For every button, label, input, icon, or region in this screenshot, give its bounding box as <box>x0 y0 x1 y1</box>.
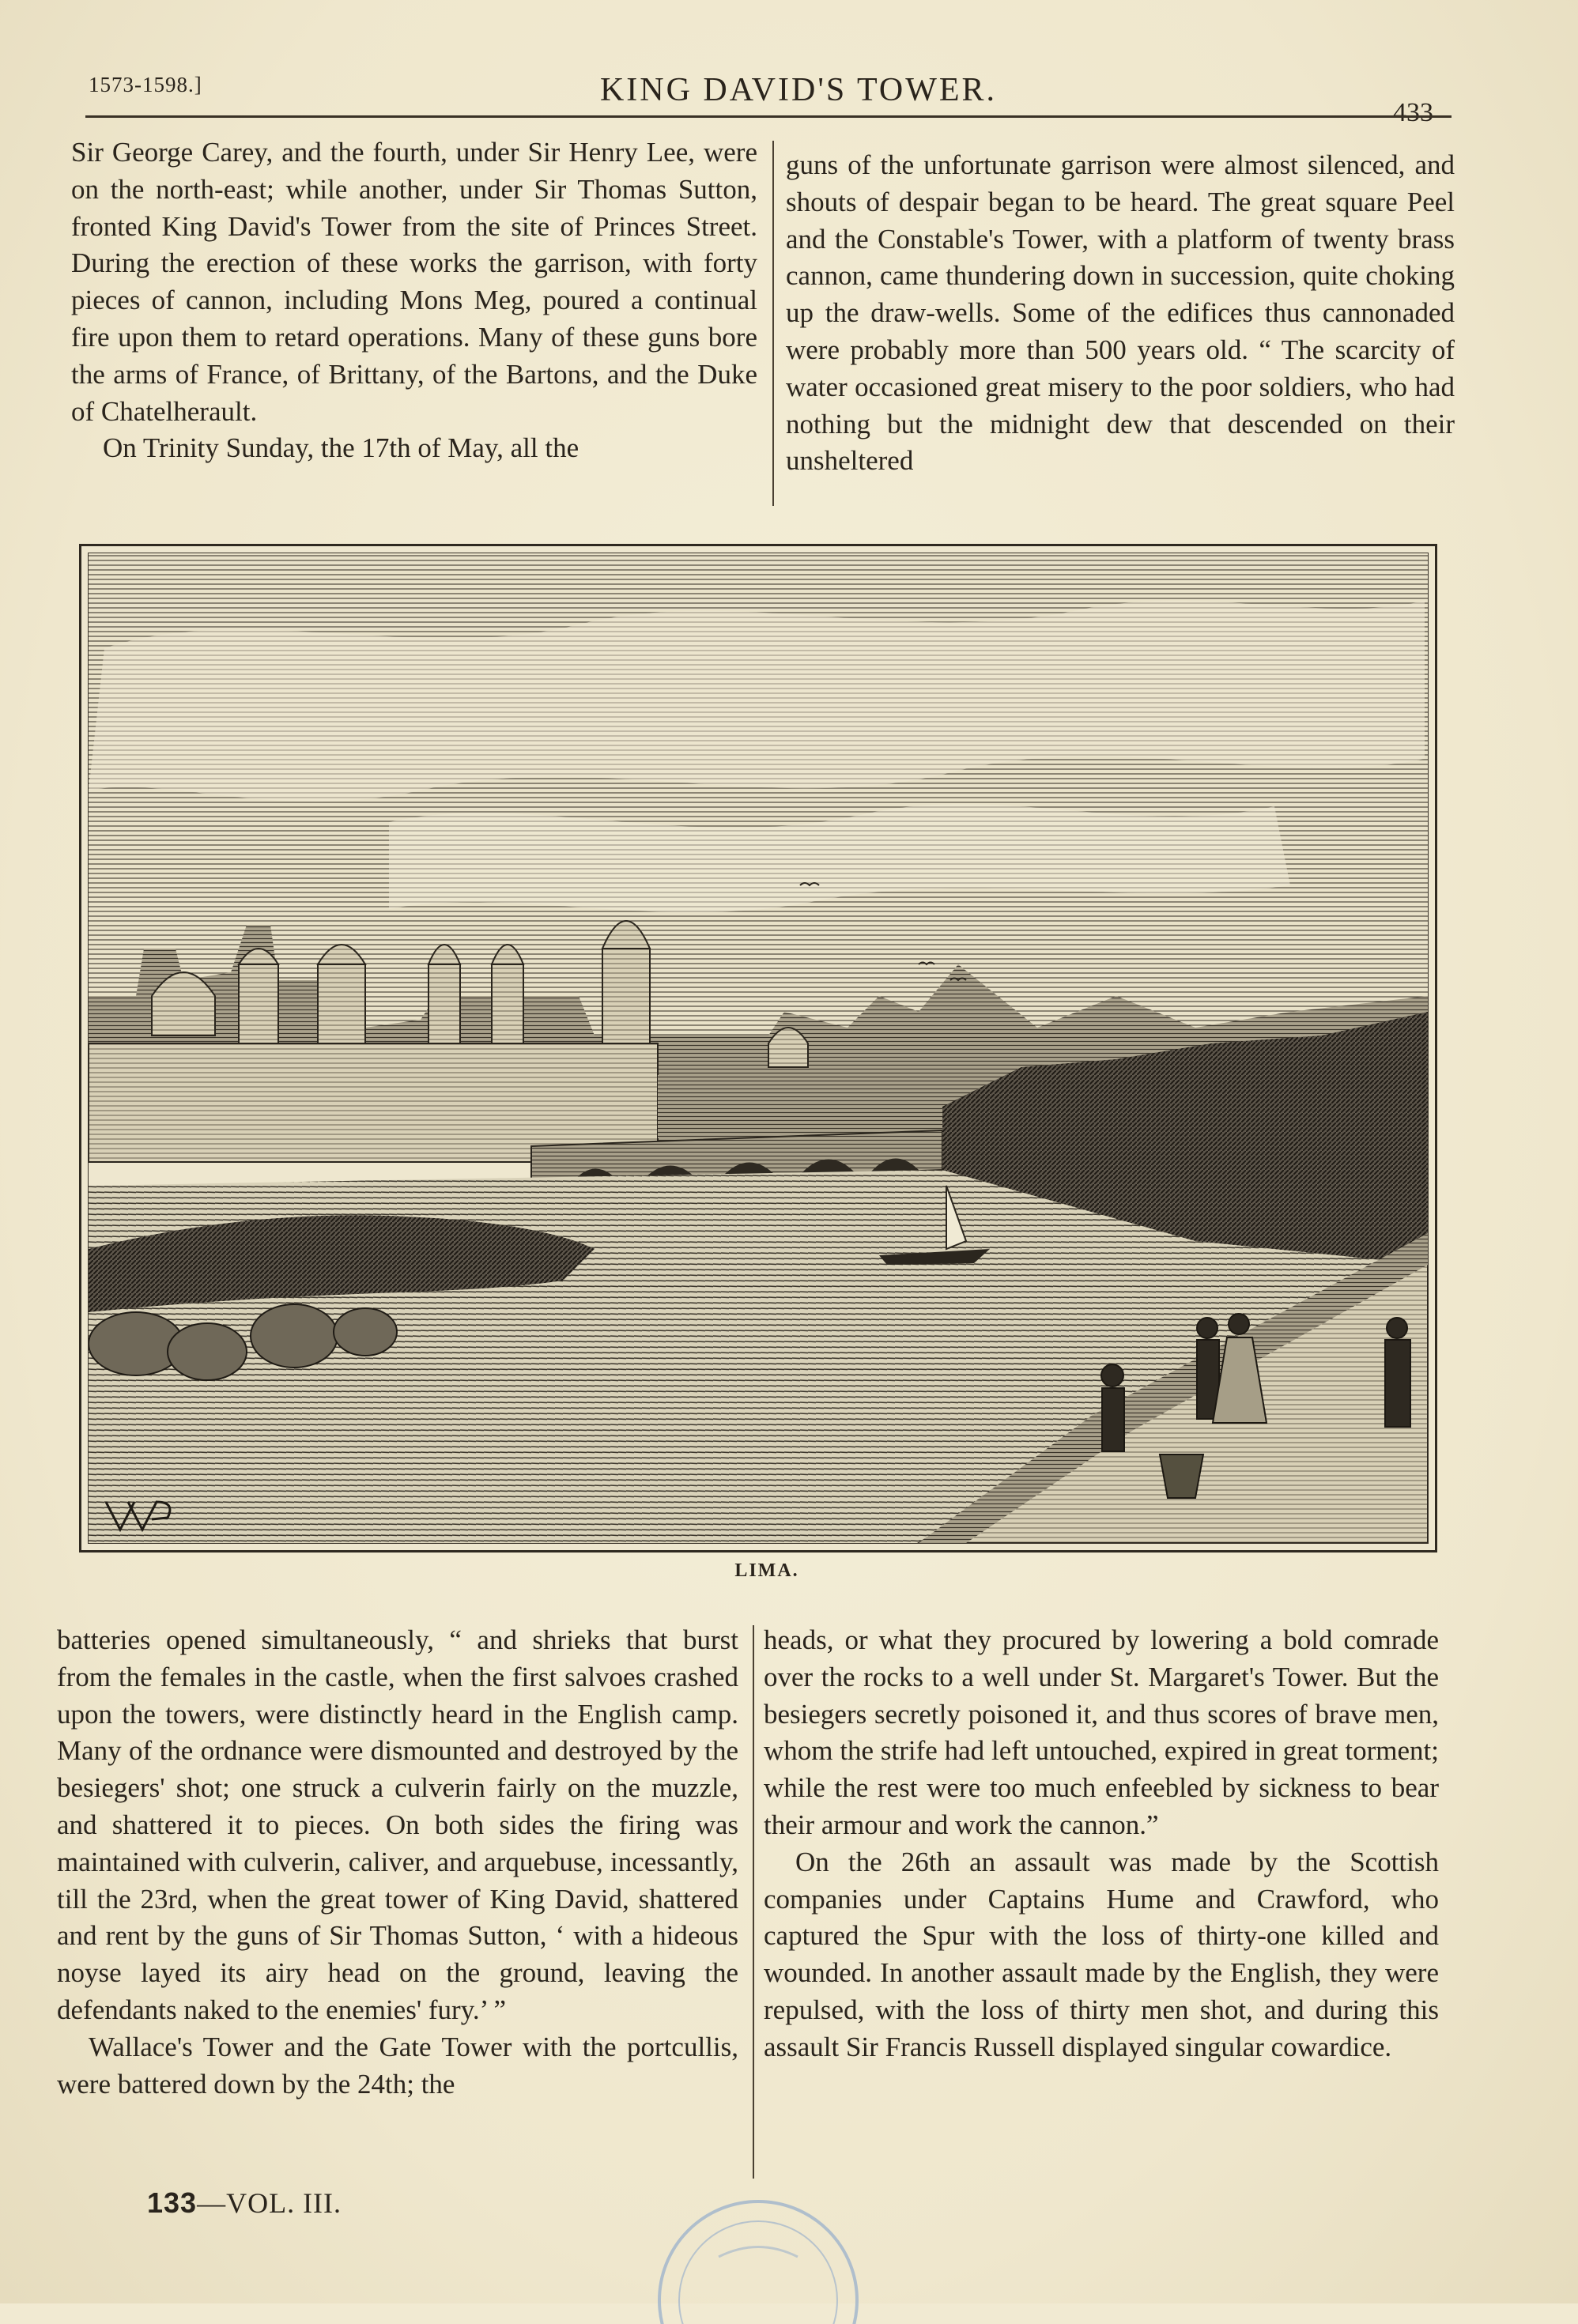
paragraph: batteries opened simultaneously, “ and shrieks that burst from the females in the castle, when the first salvoes crashed upon the towers, were distinctly heard in the English camp. Many of the ordnance were dismounted and destroyed by the besiegers' shot; one struck a culverin fairly on the muzzle, and shattered it to pieces. On both sides the firing was maintained with culverin, caliver, and arquebuse, incessantly, till the 23rd, when the great tower of King David, shattered and rent by the guns of Sir Thomas Sutton, ‘ with a hideous noyse layed its airy head on the ground, leaving the defendants naked to the enemies' fury.’ ” <box>57 1624 738 2025</box>
top-column-divider <box>772 141 774 506</box>
bottom-left-column <box>57 1622 738 2103</box>
figure-caption: LIMA. <box>734 1560 799 1581</box>
running-head-dates: 1573-1598.] <box>89 73 202 96</box>
engraving-of-lima-icon <box>89 553 1428 1543</box>
page-number: 433 <box>1393 98 1433 127</box>
bottom-column-divider <box>753 1625 754 2179</box>
paragraph: Sir George Carey, and the fourth, under Sir Henry Lee, were on the north-east; while another, under Sir Thomas Sutton, fronted King David's Tower from the site of Princes Street. During the erection of these works the garrison, with forty pieces of cannon, including Mons Meg, poured a continual fire upon them to retard operations. Many of these guns bore the arms of France, of Brittany, of the Bartons, and the Duke of Chatelherault. <box>71 137 757 427</box>
signature-mark <box>147 2186 342 2220</box>
top-right-column <box>786 147 1455 480</box>
bottom-right-column <box>764 1622 1439 2066</box>
running-head <box>0 0 1578 150</box>
paragraph: heads, or what they procured by lowering a bold comrade over the rocks to a well under St. Margaret's Tower. But the besiegers secretly poisoned it, and thus scores of brave men, whom the strife had left untouched, expired in great torment; while the rest were too much enfeebled by sickness to bear their armour and work the cannon.” <box>764 1624 1439 1840</box>
lima-engraving-figure <box>79 544 1437 1552</box>
paragraph: Wallace's Tower and the Gate Tower with the portcullis, were battered down by the 24th; the <box>57 2031 738 2100</box>
top-left-column <box>71 134 757 467</box>
running-head-rule <box>85 115 1452 118</box>
signature-number: 133 <box>147 2186 198 2219</box>
library-stamp-icon <box>644 2182 873 2324</box>
engraving-frame <box>88 553 1429 1544</box>
paragraph: On the 26th an assault was made by the Scottish companies under Captains Hume and Crawford, who captured the Spur with the loss of thirty-one killed and wounded. In another assault made by the English, they were repulsed, with the loss of thirty men shot, and during this assault Sir Francis Russell displayed singular cowardice. <box>764 1846 1439 2062</box>
signature-volume: —VOL. III. <box>197 2187 342 2219</box>
paragraph: On Trinity Sunday, the 17th of May, all the <box>103 432 579 464</box>
paragraph: guns of the unfortunate garrison were almost silenced, and shouts of despair began to be heard. The great square Peel and the Constable's Tower, with a platform of twenty brass cannon, came thundering down in succession, quite choking up the draw-wells. Some of the edifices thus cannonaded were probably more than 500 years old. “ The scarcity of water occasioned great misery to the poor soldiers, who had nothing but the midnight dew that descended on their unsheltered <box>786 149 1455 477</box>
running-head-title: KING DAVID'S TOWER. <box>599 72 998 108</box>
